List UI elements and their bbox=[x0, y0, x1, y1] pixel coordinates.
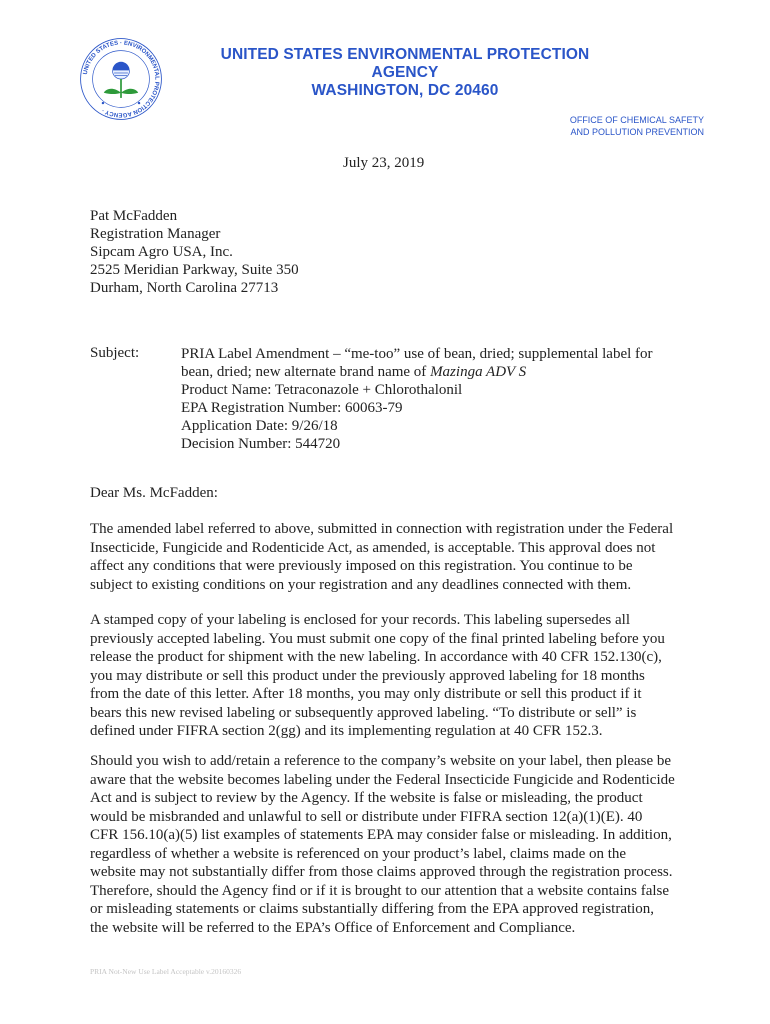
paragraph-line: A stamped copy of your labeling is enclosed for your records. This labeling supersedes all bbox=[90, 612, 631, 628]
paragraph-labeling bbox=[90, 611, 665, 741]
epa-seal-icon bbox=[78, 36, 164, 122]
product-name: Product Name: Tetraconazole + Chlorothalonil bbox=[181, 382, 463, 398]
application-date: Application Date: 9/26/18 bbox=[181, 418, 338, 434]
paragraph-line: Therefore, should the Agency find or if it is brought to our attention that a website contains false bbox=[90, 882, 670, 899]
paragraph-line: or misleading statements or claims substantially differing from the EPA approved registration, bbox=[90, 901, 655, 917]
paragraph-line: Insecticide, Fungicide and Rodenticide Act, as amended, is acceptable. This approval does not bbox=[90, 539, 656, 556]
paragraph-line: from the date of this letter. After 18 months, you may only distribute or sell this product if it bbox=[90, 686, 642, 702]
paragraph-line: bears this new revised labeling or subsequently approved labeling. “To distribute or sell” is bbox=[90, 704, 637, 721]
office-line-1: OFFICE OF CHEMICAL SAFETY bbox=[569, 115, 704, 125]
subject-line-2 bbox=[181, 363, 681, 381]
letter-date: July 23, 2019 bbox=[343, 155, 425, 171]
paragraph-line: Act and is subject to review by the Agency. If the website is false or misleading, the product bbox=[90, 790, 643, 806]
paragraph-line: website may not substantially differ from those claims approved through the registration process. bbox=[90, 864, 673, 880]
epa-seal-logo bbox=[78, 36, 164, 122]
agency-name: UNITED STATES ENVIRONMENTAL PROTECTION AGENCY bbox=[220, 46, 590, 81]
paragraph-line: Should you wish to add/retain a reference to the company’s website on your label, then please be bbox=[90, 753, 672, 769]
recipient-city: Durham, North Carolina 27713 bbox=[90, 280, 279, 296]
office-line-2: AND POLLUTION PREVENTION bbox=[570, 127, 704, 137]
subject-block bbox=[181, 345, 681, 453]
paragraph-line: aware that the website becomes labeling under the Federal Insecticide Fungicide and Rodenticide bbox=[90, 771, 675, 788]
subject-line-1: PRIA Label Amendment – “me-too” use of bean, dried; supplemental label for bbox=[181, 346, 653, 362]
salutation: Dear Ms. McFadden: bbox=[90, 485, 218, 501]
paragraph-line: defined under FIFRA section 2(gg) and its implementing regulation at 40 CFR 152.3. bbox=[90, 723, 603, 739]
paragraph-line: would be misbranded and unlawful to sell or distribute under FIFRA section 12(a)(1)(E). 40 bbox=[90, 808, 643, 825]
subject-line-2-text: bean, dried; new alternate brand name of bbox=[181, 364, 431, 380]
paragraph-line: regardless of whether a website is referenced on your product’s label, claims made on the bbox=[90, 845, 627, 862]
paragraph-line: the website will be referred to the EPA’s Office of Enforcement and Compliance. bbox=[90, 919, 576, 936]
recipient-company: Sipcam Agro USA, Inc. bbox=[90, 244, 233, 260]
footer-version: PRIA Not-New Use Label Acceptable v.20160326 bbox=[90, 967, 242, 976]
paragraph-line: subject to existing conditions on your registration and any deadlines connected with them. bbox=[90, 576, 632, 593]
paragraph-line: The amended label referred to above, submitted in connection with registration under the Federal bbox=[90, 521, 674, 537]
svg-text:UNITED STATES · ENVIRONMENTAL: UNITED STATES · ENVIRONMENTAL PROTECTION AGENCY · bbox=[82, 40, 160, 118]
brand-name: Mazinga ADV S bbox=[430, 364, 527, 380]
recipient-street: 2525 Meridian Parkway, Suite 350 bbox=[90, 262, 299, 278]
agency-location: WASHINGTON, DC 20460 bbox=[311, 82, 499, 99]
subject-label: Subject: bbox=[90, 345, 140, 361]
paragraph-line: affect any conditions that were previously imposed on this registration. You continue to be bbox=[90, 558, 633, 574]
office-heading bbox=[548, 114, 704, 138]
recipient-title: Registration Manager bbox=[90, 226, 221, 242]
paragraph-line: you may distribute or sell this product under the previously approved labeling for 18 months bbox=[90, 667, 645, 684]
paragraph-website bbox=[90, 752, 675, 937]
paragraph-line: release the product for shipment with the new labeling. In accordance with 40 CFR 152.130(c), bbox=[90, 649, 662, 665]
paragraph-line: previously accepted labeling. You must submit one copy of the final printed labeling before you bbox=[90, 630, 665, 647]
decision-number: Decision Number: 544720 bbox=[181, 436, 341, 452]
registration-number: EPA Registration Number: 60063-79 bbox=[181, 400, 403, 416]
recipient-name: Pat McFadden bbox=[90, 208, 178, 224]
agency-heading bbox=[190, 46, 620, 100]
recipient-address bbox=[90, 207, 299, 297]
paragraph-line: CFR 156.10(a)(5) list examples of statements EPA may consider false or misleading. In addition, bbox=[90, 827, 672, 843]
paragraph-approval bbox=[90, 520, 673, 594]
